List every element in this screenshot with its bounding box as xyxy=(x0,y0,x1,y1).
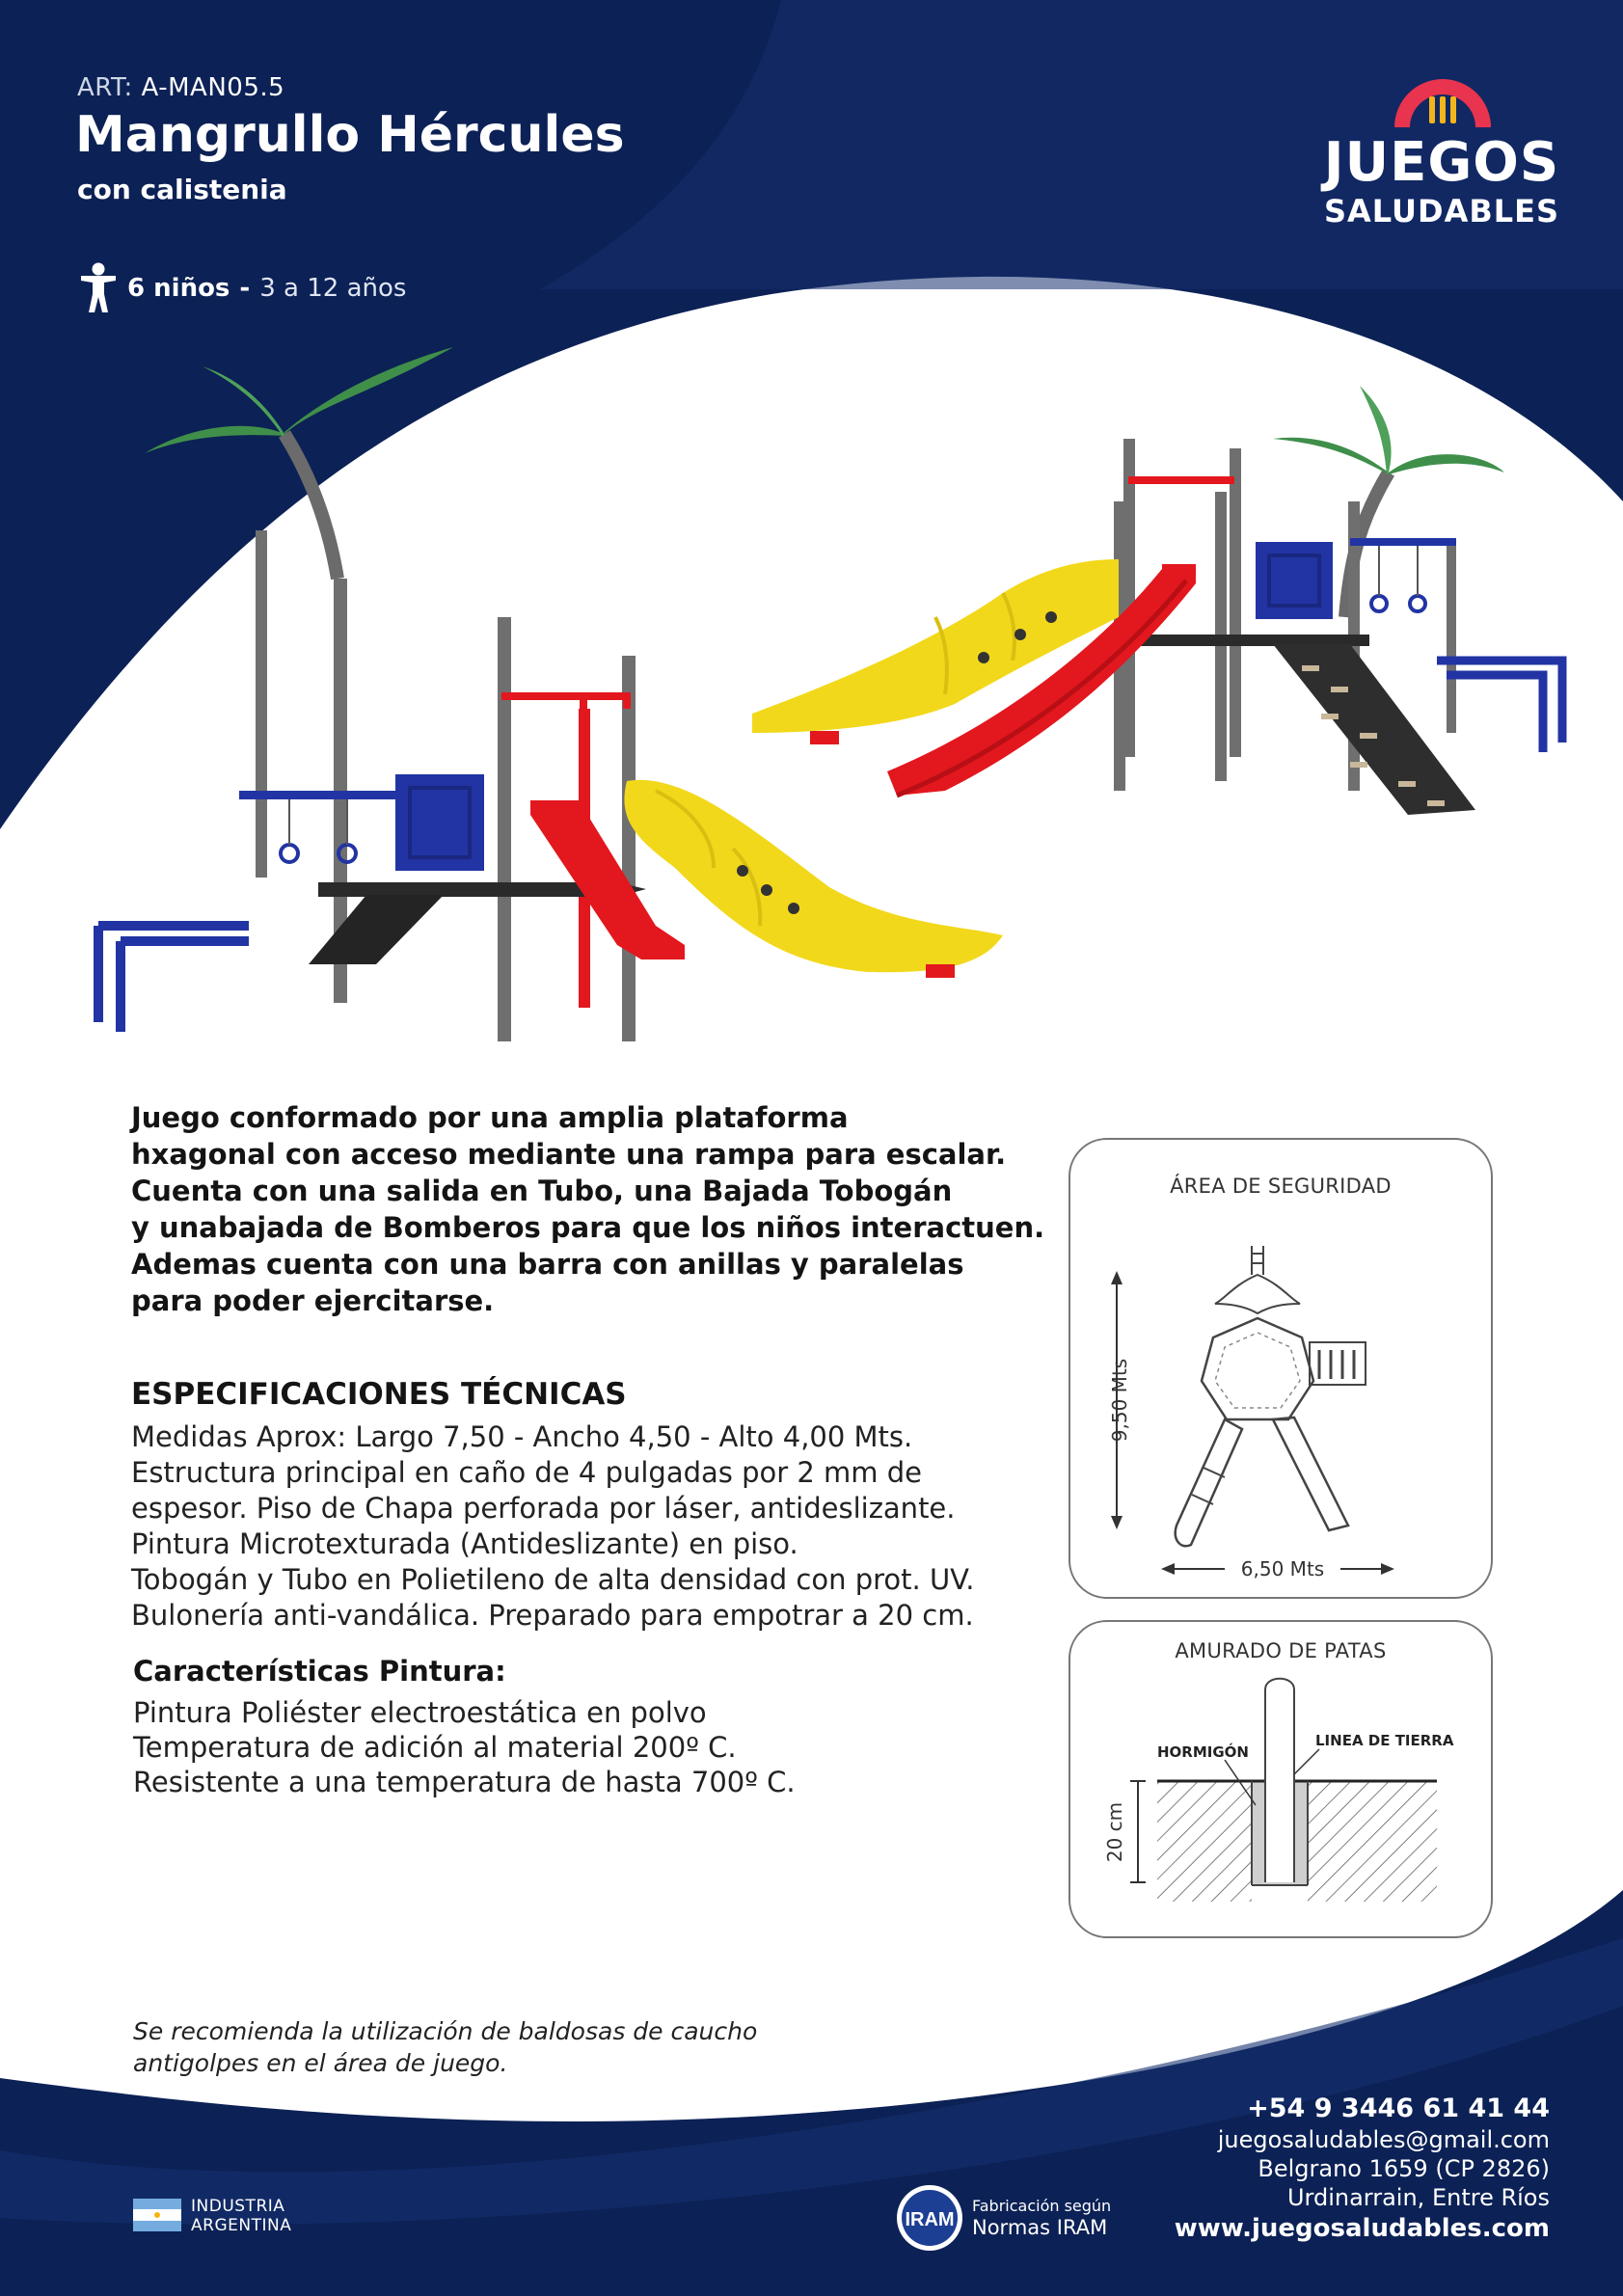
safety-note xyxy=(133,2015,757,2079)
brand-logo xyxy=(1321,73,1562,228)
capacity-separator: - xyxy=(239,274,251,303)
spec-line: Medidas Aprox: Largo 7,50 - Ancho 4,50 - Alto 4,00 Mts. xyxy=(131,1420,913,1453)
safety-area-title: ÁREA DE SEGURIDAD xyxy=(1170,1175,1392,1198)
article-code xyxy=(77,73,284,102)
industria-argentina xyxy=(191,2197,291,2235)
spec-line: Pintura Microtexturada (Antideslizante) en piso. xyxy=(131,1527,798,1560)
article-label: ART: xyxy=(77,73,133,102)
age-range: 3 a 12 años xyxy=(259,274,407,303)
kids-count: 6 niños xyxy=(127,274,230,303)
depth-label: 20 cm xyxy=(1103,1801,1126,1863)
paint-list xyxy=(133,1695,796,1799)
contact-phone[interactable]: +54 9 3446 61 41 44 xyxy=(1247,2093,1550,2123)
iram-badge-icon xyxy=(895,2183,964,2253)
spec-line: Tobogán y Tubo en Polietileno de alta densidad con prot. UV. xyxy=(131,1563,975,1596)
argentina-flag-icon xyxy=(133,2199,181,2231)
specs-heading: ESPECIFICACIONES TÉCNICAS xyxy=(131,1377,627,1412)
industria-line2: ARGENTINA xyxy=(191,2216,292,2235)
spec-line: Estructura principal en caño de 4 pulgadas por 2 mm de xyxy=(131,1456,923,1489)
specs-list xyxy=(131,1419,1076,1634)
contact-address-line1: Belgrano 1659 (CP 2826) xyxy=(1258,2155,1550,2182)
right-structure xyxy=(752,386,1562,815)
product-description xyxy=(131,1099,1057,1319)
concrete-label: HORMIGÓN xyxy=(1157,1743,1249,1761)
description-line: hxagonal con acceso mediante una rampa para escalar. xyxy=(131,1138,1007,1171)
contact-website[interactable]: www.juegosaludables.com xyxy=(1174,2214,1550,2243)
safety-area-diagram xyxy=(1070,1140,1491,1597)
capacity-info xyxy=(77,262,406,314)
child-icon xyxy=(77,262,120,314)
iram-norms xyxy=(972,2197,1111,2239)
safety-width-label: 6,50 Mts xyxy=(1240,1557,1325,1580)
description-line: y unabajada de Bomberos para que los niños interactuen. xyxy=(131,1211,1045,1244)
paint-heading: Características Pintura: xyxy=(133,1655,506,1688)
contact-email[interactable]: juegosaludables@gmail.com xyxy=(1217,2126,1550,2153)
safety-height-label: 9,50 Mts xyxy=(1108,1358,1131,1443)
safety-area-box xyxy=(1068,1138,1493,1599)
iram-line2: Normas IRAM xyxy=(972,2216,1108,2239)
paint-line: Resistente a una temperatura de hasta 700º C. xyxy=(133,1766,796,1798)
logo-arc-icon xyxy=(1389,73,1497,127)
iram-line1: Fabricación según xyxy=(972,2197,1112,2215)
description-line: Cuenta con una salida en Tubo, una Bajada Tobogán xyxy=(131,1175,953,1207)
contact-address-line2: Urdinarrain, Entre Ríos xyxy=(1286,2184,1550,2211)
brand-name-line2: SALUDABLES xyxy=(1323,193,1560,230)
anchoring-title: AMURADO DE PATAS xyxy=(1175,1639,1387,1662)
note-line: antigolpes en el área de juego. xyxy=(133,2049,508,2077)
product-title: Mangrullo Hércules xyxy=(75,106,625,164)
anchoring-box xyxy=(1068,1620,1493,1938)
article-number: A-MAN05.5 xyxy=(141,73,285,102)
description-line: Ademas cuenta con una barra con anillas y paralelas xyxy=(131,1248,964,1281)
ground-line-label: LINEA DE TIERRA xyxy=(1315,1732,1454,1749)
spec-line: Bulonería anti-vandálica. Preparado para empotrar a 20 cm. xyxy=(131,1599,974,1632)
description-line: Juego conformado por una amplia plataforma xyxy=(131,1101,849,1134)
spec-line: espesor. Piso de Chapa perforada por láser, antideslizante. xyxy=(131,1492,956,1525)
note-line: Se recomienda la utilización de baldosas de caucho xyxy=(133,2017,758,2045)
description-line: para poder ejercitarse. xyxy=(131,1284,495,1317)
anchoring-diagram xyxy=(1070,1622,1491,1936)
industria-line1: INDUSTRIA xyxy=(191,2197,285,2216)
contact-info xyxy=(1175,2093,1550,2245)
brand-name-line1: JUEGOS xyxy=(1323,131,1560,194)
paint-line: Temperatura de adición al material 200º C. xyxy=(133,1731,737,1764)
iram-badge-text: IRAM xyxy=(905,2209,955,2230)
playground-illustration xyxy=(77,328,1582,1061)
paint-line: Pintura Poliéster electroestática en polvo xyxy=(133,1696,707,1729)
product-subtitle: con calistenia xyxy=(77,174,287,205)
